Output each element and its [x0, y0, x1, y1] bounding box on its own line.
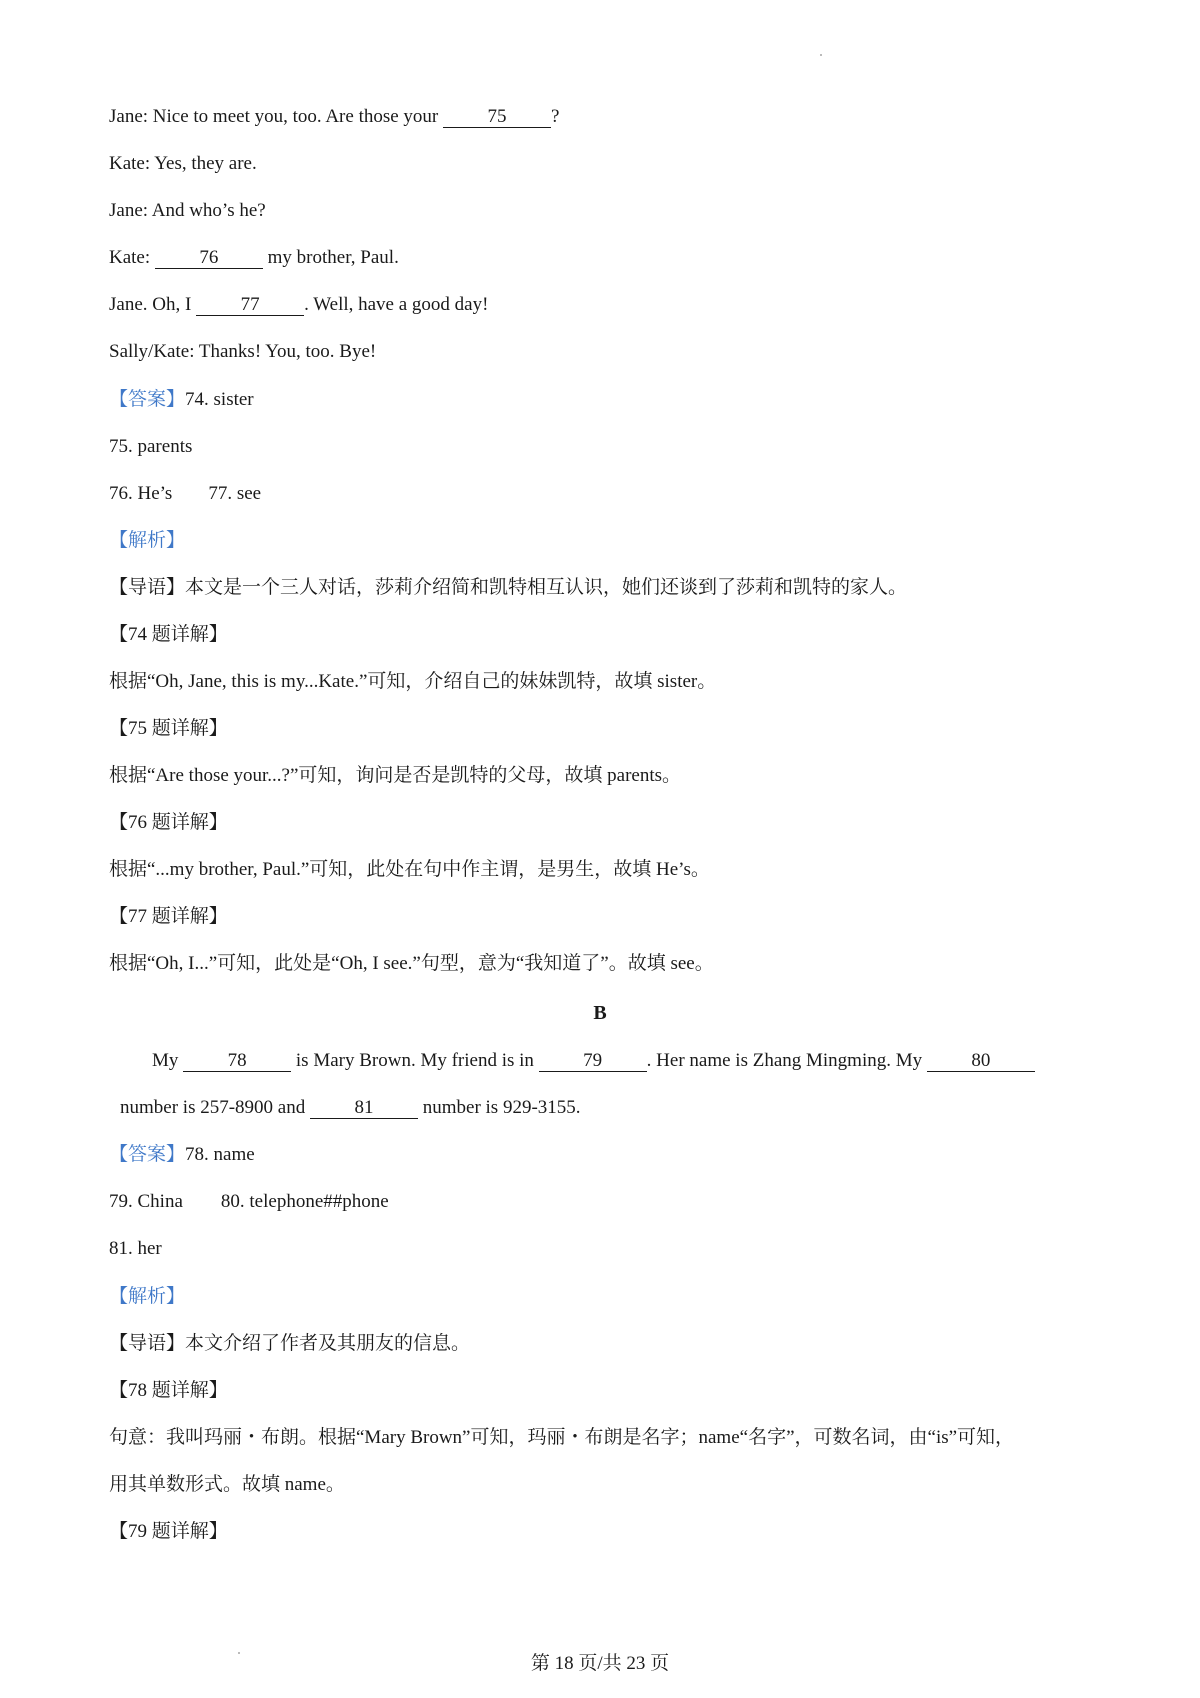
dialogue-line-4: [109, 246, 399, 270]
heading-77: 【77 题详解】: [109, 906, 228, 927]
passage-text: My: [152, 1050, 184, 1071]
answer-label: 【答案】: [109, 389, 186, 410]
dialogue-line-3: Jane: And who’s he?: [109, 200, 266, 221]
answer-76: 76. He’s: [109, 483, 173, 504]
answer-block-b: [109, 1143, 255, 1167]
dialogue-line-5: [109, 293, 488, 317]
passage-text: is Mary Brown. My friend is in: [291, 1050, 539, 1071]
analysis-label: 【解析】: [109, 530, 186, 551]
dialogue-text: . Well, have a good day!: [304, 294, 489, 315]
dialogue-line-1: [109, 105, 559, 129]
intro-text-b: 【导语】本文介绍了作者及其朋友的信息。: [109, 1333, 471, 1354]
scan-speck: [820, 54, 822, 56]
explanation-74: 根据“Oh, Jane, this is my...Kate.”可知，介绍自己的妹妹凯特，故填 sister。: [109, 671, 717, 692]
dialogue-text: Jane. Oh, I: [109, 294, 197, 315]
section-b-title: B: [593, 1002, 607, 1024]
dialogue-line-2: Kate: Yes, they are.: [109, 153, 257, 174]
explanation-75: 根据“Are those your...?”可知，询问是否是凯特的父母，故填 parents。: [109, 765, 682, 786]
passage-text: . Her name is Zhang Mingming. My: [646, 1050, 927, 1071]
answer-74: 74. sister: [185, 389, 254, 410]
answer-76-77: [109, 482, 261, 506]
passage-text: number is 929-3155.: [417, 1097, 581, 1118]
answer-81: 81. her: [109, 1238, 162, 1259]
explanation-76: 根据“...my brother, Paul.”可知，此处在句中作主谓，是男生，故填 He’s。: [109, 859, 710, 880]
blank-75: 75: [443, 107, 551, 128]
answer-77: 77. see: [208, 483, 262, 504]
answer-label: 【答案】: [109, 1144, 186, 1165]
heading-75: 【75 题详解】: [109, 718, 228, 739]
explanation-77: 根据“Oh, I...”可知，此处是“Oh, I see.”句型，意为“我知道了”。故填 see。: [109, 953, 714, 974]
blank-77: 77: [196, 295, 304, 316]
heading-78: 【78 题详解】: [109, 1380, 228, 1401]
analysis-label-b: 【解析】: [109, 1286, 186, 1307]
dialogue-text: Kate:: [109, 247, 155, 268]
intro-text: 【导语】本文是一个三人对话，莎莉介绍简和凯特相互认识，她们还谈到了莎莉和凯特的家人。: [109, 577, 908, 598]
dialogue-text: ?: [551, 106, 560, 127]
page-footer: 第 18 页/共 23 页: [530, 1653, 670, 1674]
blank-80: 80: [927, 1051, 1035, 1072]
answer-80: 80. telephone##phone: [220, 1191, 389, 1212]
blank-79: 79: [539, 1051, 647, 1072]
answer-79-80: [109, 1190, 389, 1214]
scan-speck: [238, 1652, 240, 1654]
passage-b-line-1: [152, 1049, 1035, 1073]
answer-79: 79. China: [109, 1191, 183, 1212]
heading-76: 【76 题详解】: [109, 812, 228, 833]
dialogue-line-6: Sally/Kate: Thanks! You, too. Bye!: [109, 341, 377, 362]
heading-74: 【74 题详解】: [109, 624, 228, 645]
blank-78: 78: [183, 1051, 291, 1072]
answer-75: 75. parents: [109, 436, 193, 457]
answer-block-a: [109, 388, 254, 412]
dialogue-text: Jane: Nice to meet you, too. Are those your: [109, 106, 444, 127]
passage-text: number is 257-8900 and: [120, 1097, 310, 1118]
dialogue-text: my brother, Paul.: [262, 247, 399, 268]
explanation-78-line-2: 用其单数形式。故填 name。: [109, 1474, 345, 1495]
answer-78: 78. name: [185, 1144, 255, 1165]
heading-79: 【79 题详解】: [109, 1521, 228, 1542]
passage-b-line-2: [120, 1096, 581, 1120]
explanation-78-line-1: 句意：我叫玛丽・布朗。根据“Mary Brown”可知，玛丽・布朗是名字；name“名字”，可数名词，由“is”可知，: [109, 1427, 1015, 1448]
blank-76: 76: [155, 248, 263, 269]
blank-81: 81: [310, 1098, 418, 1119]
